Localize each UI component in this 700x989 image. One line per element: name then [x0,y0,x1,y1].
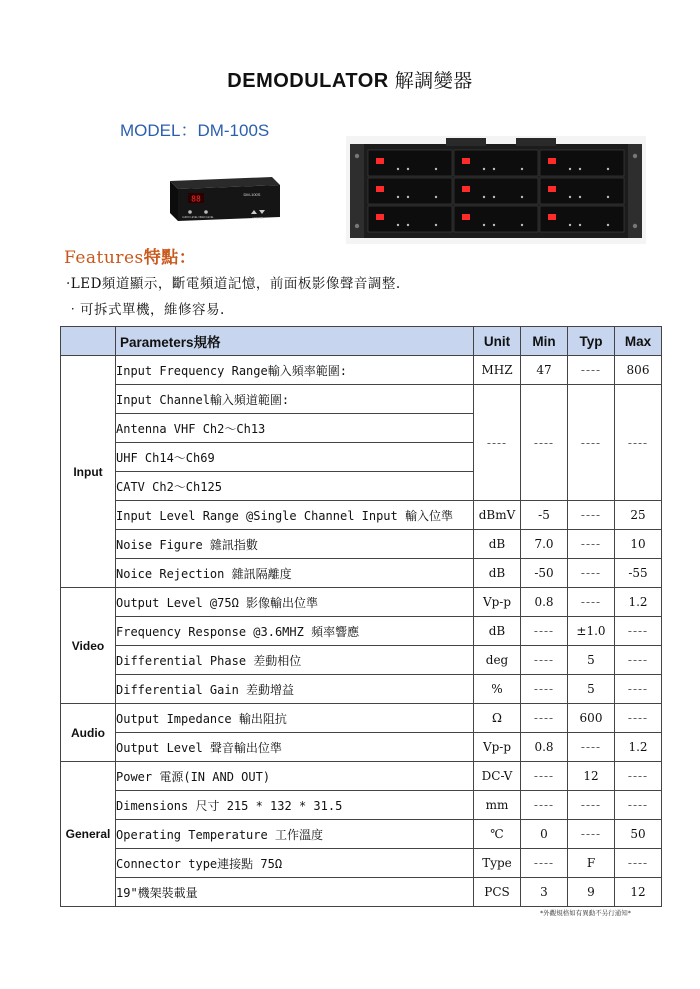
param-name: CATV Ch2～Ch125 [116,472,474,501]
param-min: 3 [521,878,568,907]
table-row [61,849,662,878]
features-heading-en: Features [64,248,144,268]
table-row [61,878,662,907]
param-max: ---- [615,849,662,878]
led-display-digits: 88 [191,194,201,204]
param-name: Frequency Response @3.6MHZ 頻率響應 [116,617,474,646]
param-max: ---- [615,791,662,820]
param-min: ---- [521,646,568,675]
param-min: ---- [521,762,568,791]
param-unit: deg [474,646,521,675]
video-level-label: VIDEO LEVEL [198,216,214,219]
param-unit: Ω [474,704,521,733]
param-typ: ---- [568,385,615,501]
param-max: 50 [615,820,662,849]
param-typ: ---- [568,356,615,385]
product-photo-rack [346,136,646,244]
rack-modules [368,150,624,232]
param-unit: PCS [474,878,521,907]
param-max: ---- [615,385,662,501]
table-row [61,617,662,646]
param-name: Input Frequency Range輸入頻率範圍: [116,356,474,385]
param-max: ---- [615,646,662,675]
param-min: ---- [521,385,568,501]
param-typ: 600 [568,704,615,733]
param-name: Connector type連接點 75Ω [116,849,474,878]
group-label-general: General [61,762,116,907]
param-typ: ---- [568,733,615,762]
param-name: Dimensions 尺寸 215 * 132 * 31.5 [116,791,474,820]
table-row [61,820,662,849]
param-max: ---- [615,617,662,646]
param-typ: F [568,849,615,878]
param-max: 25 [615,501,662,530]
param-min: -5 [521,501,568,530]
param-max: 12 [615,878,662,907]
feature-item: ‧可拆式單機，維修容易. [66,302,225,318]
table-row [61,704,662,733]
param-name: Antenna VHF Ch2～Ch13 [116,414,474,443]
header-typ: Typ [568,327,615,356]
param-min: ---- [521,849,568,878]
param-unit: dB [474,559,521,588]
model-label: MODEL：DM-100S [120,121,270,140]
specifications-table [60,326,662,907]
param-name: Output Impedance 輸出阻抗 [116,704,474,733]
param-min: ---- [521,617,568,646]
table-row [61,559,662,588]
product-photo-single-unit [162,163,282,223]
table-row [61,501,662,530]
footnote: *外觀規格如有異動不另行通知* [540,909,631,917]
group-label-video: Video [61,588,116,704]
param-max: -55 [615,559,662,588]
param-typ: 12 [568,762,615,791]
channel-label: CHANNEL [252,217,264,220]
param-max: ---- [615,704,662,733]
param-name: Operating Temperature 工作溫度 [116,820,474,849]
param-max: 1.2 [615,588,662,617]
unit-model-text: DM-100S [243,192,261,197]
title-english: DEMODULATOR [227,70,389,92]
header-group-cell [61,327,116,356]
table-header-row [61,327,662,356]
table-row [61,356,662,385]
param-max: ---- [615,675,662,704]
param-min: ---- [521,675,568,704]
param-unit: % [474,675,521,704]
param-unit: Vp-p [474,733,521,762]
param-typ: 5 [568,675,615,704]
param-max: 806 [615,356,662,385]
param-unit: MHZ [474,356,521,385]
param-unit: mm [474,791,521,820]
param-max: 10 [615,530,662,559]
param-name: Differential Phase 差動相位 [116,646,474,675]
param-name: UHF Ch14～Ch69 [116,443,474,472]
param-unit: ---- [474,385,521,501]
param-unit: DC-V [474,762,521,791]
table-row [61,762,662,791]
param-typ: 9 [568,878,615,907]
param-typ: ---- [568,501,615,530]
param-min: 47 [521,356,568,385]
param-name: Output Level @75Ω 影像輸出位準 [116,588,474,617]
features-heading [64,243,196,268]
group-label-input: Input [61,356,116,588]
param-min: 0 [521,820,568,849]
param-name: Noise Figure 雜訊指數 [116,530,474,559]
param-name: Differential Gain 差動增益 [116,675,474,704]
param-unit: dBmV [474,501,521,530]
param-typ: ---- [568,530,615,559]
param-unit: Vp-p [474,588,521,617]
feature-item: ‧LED頻道顯示，斷電頻道記憶，前面板影像聲音調整. [66,276,401,292]
table-row [61,385,662,414]
table-row [61,791,662,820]
group-label-audio: Audio [61,704,116,762]
param-min: 0.8 [521,733,568,762]
param-name: Noice Rejection 雜訊隔離度 [116,559,474,588]
param-name: 19"機架裝載量 [116,878,474,907]
audio-level-label: AUDIO LEVEL [182,216,198,219]
param-unit: ℃ [474,820,521,849]
param-typ: ---- [568,820,615,849]
param-unit: dB [474,530,521,559]
table-row [61,588,662,617]
header-parameters: Parameters規格 [116,327,474,356]
param-min: 7.0 [521,530,568,559]
param-min: ---- [521,704,568,733]
table-row [61,646,662,675]
param-min: -50 [521,559,568,588]
title-chinese: 解調變器 [394,70,473,92]
table-row [61,675,662,704]
param-name: Input Channel輸入頻道範圍: [116,385,474,414]
param-unit: Type [474,849,521,878]
param-typ: 5 [568,646,615,675]
param-min: ---- [521,791,568,820]
param-min: 0.8 [521,588,568,617]
features-heading-zh: 特點： [143,248,197,268]
param-max: 1.2 [615,733,662,762]
param-max: ---- [615,762,662,791]
header-unit: Unit [474,327,521,356]
table-row [61,530,662,559]
param-name: Output Level 聲音輸出位準 [116,733,474,762]
table-row [61,733,662,762]
param-name: Power 電源(IN AND OUT) [116,762,474,791]
param-typ: ±1.0 [568,617,615,646]
param-name: Input Level Range @Single Channel Input 輸入位準 [116,501,474,530]
param-unit: dB [474,617,521,646]
param-typ: ---- [568,791,615,820]
param-typ: ---- [568,588,615,617]
param-typ: ---- [568,559,615,588]
page-title [0,66,700,93]
header-min: Min [521,327,568,356]
header-max: Max [615,327,662,356]
